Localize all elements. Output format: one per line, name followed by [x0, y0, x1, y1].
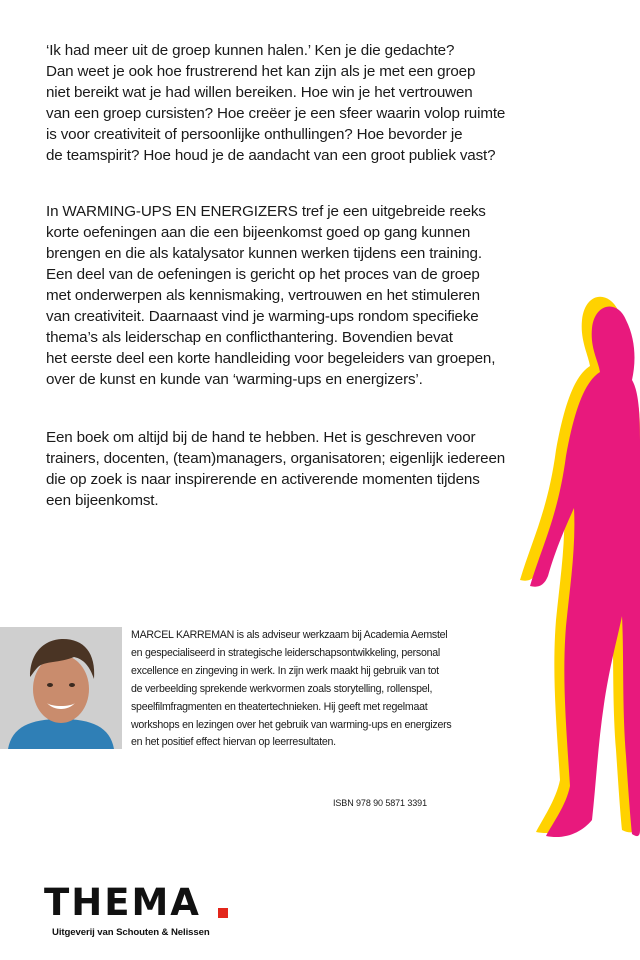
intro-paragraph: ‘Ik had meer uit de groep kunnen halen.’ Ken je die gedachte? Dan weet je ook hoe frustrerend het kan zijn als je met een groep niet bereikt wat je had willen bereiken. Hoe win je het vertrouwen van een groep cursisten? Hoe creëer je een sfeer waarin volop ruimte is voor creativiteit of persoonlijke onthullingen? Hoe bevorder je de teamspirit? Hoe houd je de aandacht van een groot publiek vast?: [46, 42, 506, 164]
publisher-logo-wordmark: THEMA: [44, 881, 201, 924]
logo-red-square: [218, 908, 228, 918]
audience-paragraph: Een boek om altijd bij de hand te hebben. Het is geschreven voor trainers, docenten, (team)managers, organisatoren; eigenlijk iedereen die op zoek is naar inspirerende en activerende momenten tijdens een bijeenkomst.: [46, 429, 506, 509]
author-portrait-image: [0, 627, 122, 749]
isbn-number: ISBN 978 90 5871 3391: [333, 798, 427, 808]
women-silhouette-illustration: [490, 280, 640, 850]
publisher-name: Uitgeverij van Schouten & Nelissen: [52, 927, 210, 938]
author-bio: MARCEL KARREMAN is als adviseur werkzaam bij Academia Aemstel en gespecialiseerd in strategische leiderschapsontwikkeling, personal excellence en zingeving in werk. In zijn werk maakt hij gebruik van tot de verbeelding sprekende werkvormen zoals storytelling, rollenspel, speelfilmfragmenten en theatertechnieken. Hij geeft met regelmaat workshops en lezingen over het gebruik van warming-ups en energizers en het positief effect hiervan op leerresultaten.: [131, 629, 452, 749]
description-paragraph: In WARMING-UPS EN ENERGIZERS tref je een uitgebreide reeks korte oefeningen aan die een bijeenkomst goed op gang kunnen brengen en die als katalysator kunnen werken tijdens een training. Een deel van de oefeningen is gericht op het proces van de groep met onderwerpen als kennismaking, vertrouwen en het stimuleren van creativiteit. Daarnaast vind je warming-ups rondom specifieke thema’s als leiderschap en conflicthantering. Bovendien bevat het eerste deel een korte handleiding voor begeleiders van groepen, over de kunst en kunde van ‘warming-ups en energizers’.: [46, 203, 496, 388]
author-photo: [0, 627, 122, 749]
